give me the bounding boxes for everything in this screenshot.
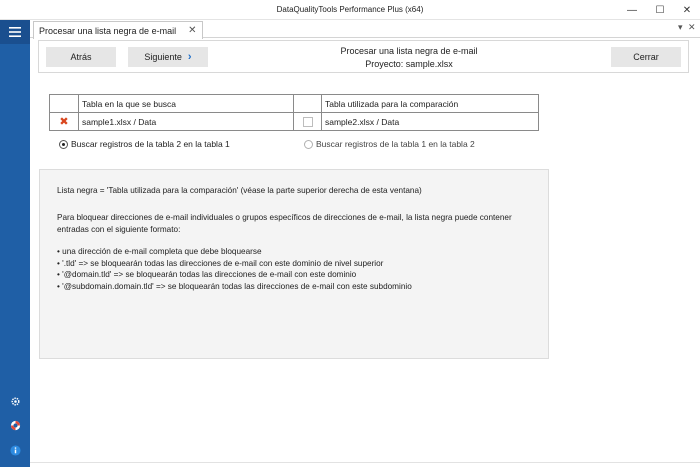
toolbar [38,40,689,73]
table-header-row [50,95,539,113]
back-button[interactable] [46,47,116,67]
tab-strip [30,20,700,38]
info-button[interactable] [7,442,23,458]
title-bar [0,0,700,20]
menu-button[interactable] [0,20,30,44]
table-row [50,113,539,131]
radio-search-1-in-2[interactable] [304,139,475,149]
close-button[interactable] [611,47,681,67]
list-item: • una dirección de e-mail completa que debe bloquearse [57,247,262,256]
maximize-icon: ☐ [655,4,665,16]
page-title: Procesar una lista negra de e-mail [340,46,478,56]
settings-button[interactable] [7,393,23,409]
comparison-table [49,94,539,131]
close-window-button[interactable] [672,0,700,20]
radio-label: Buscar registros de la tabla 2 en la tabla 1 [71,139,230,149]
sidebar [0,20,30,467]
help-button[interactable] [7,417,23,433]
divider [30,462,700,463]
window-title: DataQualityTools Performance Plus (x64) [276,5,424,14]
radio-selected-indicator[interactable] [59,140,68,149]
radio-unselected-indicator[interactable] [304,140,313,149]
hamburger-menu-icon [9,27,21,37]
info-blacklist-definition: Lista negra = 'Tabla utilizada para la comparación' (véase la parte superior derecha de esta ventana) [57,186,422,195]
table-header-cell [50,95,79,113]
header-search-table: Tabla en la que se busca [79,95,294,113]
tab-label: Procesar una lista negra de e-mail [39,25,177,36]
project-label: Proyecto: sample.xlsx [365,59,453,69]
tab-list-dropdown-icon[interactable]: ▾ [678,22,683,32]
next-button[interactable] [128,47,208,67]
list-item: • '.tld' => se bloquearán todas las direcciones de e-mail con este dominio de nivel superior [57,258,384,268]
info-bullet-list [57,246,537,292]
maximize-button[interactable] [645,0,675,20]
list-item: • '@subdomain.domain.tld' => se bloquearán todas las direcciones de e-mail con este subdominio [57,281,412,291]
chevron-right-icon: › [187,51,192,63]
info-description: Para bloquear direcciones de e-mail individuales o grupos específicos de direcciones de e-mail, la lista negra puede contener entradas con el siguiente formato: [57,213,512,234]
back-label: Atrás [70,52,92,62]
gear-icon [10,396,21,407]
close-icon: ✕ [682,4,692,16]
list-item: • '@domain.tld' => se bloquearán todas las direcciones de e-mail con este dominio [57,270,357,279]
info-panel [39,169,549,359]
comparison-table-value[interactable]: sample2.xlsx / Data [322,113,539,131]
header-comparison-table: Tabla utilizada para la comparación [322,95,539,113]
checkbox-cell[interactable] [294,113,322,131]
close-label: Cerrar [633,52,659,62]
tab-blacklist[interactable] [33,21,203,39]
close-tab-icon[interactable]: ✕ [188,25,197,36]
search-table-value[interactable]: sample1.xlsx / Data [79,113,294,131]
radio-search-2-in-1[interactable] [59,139,230,149]
minimize-icon: — [627,4,637,16]
remove-table-button[interactable] [50,113,79,131]
radio-label: Buscar registros de la tabla 1 en la tabla 2 [316,139,475,149]
delete-x-icon: ✖ [59,116,69,128]
table-header-cell [294,95,322,113]
lifebuoy-icon [10,420,21,431]
close-all-tabs-icon[interactable]: ✕ [688,22,696,32]
minimize-button[interactable] [617,0,647,20]
next-label: Siguiente [144,52,182,62]
info-icon [10,445,21,456]
row-checkbox[interactable] [303,117,313,127]
